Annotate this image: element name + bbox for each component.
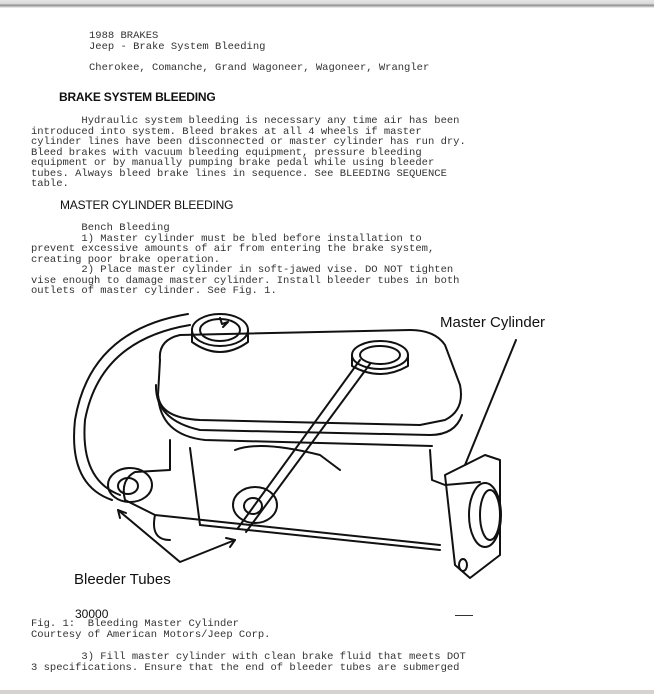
section2-paragraph (31, 223, 459, 297)
figure-credit: Courtesy of American Motors/Jeep Corp. (31, 629, 271, 641)
text-line: Bleed brakes with vacuum bleeding equipment, pressure bleeding (31, 146, 422, 159)
window-bottom-bar (0, 690, 654, 694)
label-master-cylinder: Master Cylinder (440, 314, 546, 331)
text-line: Bench Bleeding (31, 222, 170, 234)
text-line: cylinder lines have been disconnected or master cylinder has run dry. (31, 136, 466, 148)
doc-header-line2: Jeep - Brake System Bleeding (89, 41, 266, 53)
doc-models: Cherokee, Comanche, Grand Wagoneer, Wagoneer, Wrangler (89, 62, 430, 74)
window-top-bar (0, 0, 654, 8)
text-line: 1) Master cylinder must be bled before installation to (31, 232, 422, 245)
text-line: 3 specifications. Ensure that the end of bleeder tubes are submerged (31, 661, 460, 674)
label-bleeder-tubes: Bleeder Tubes (74, 571, 171, 588)
text-line: Hydraulic system bleeding is necessary any time air has been (31, 115, 460, 127)
text-line: 2) Place master cylinder in soft-jawed vise. DO NOT tighten (31, 264, 454, 276)
text-line: vise enough to damage master cylinder. Install bleeder tubes in both (31, 274, 460, 287)
master-cylinder-illustration (60, 300, 540, 600)
section3-paragraph (31, 652, 466, 673)
text-line: prevent excessive amounts of air from entering the brake system, (31, 243, 435, 255)
figure-dash (455, 615, 473, 616)
text-line: 3) Fill master cylinder with clean brake fluid that meets DOT (31, 651, 466, 663)
text-line: outlets of master cylinder. See Fig. 1. (31, 285, 277, 297)
figure-number: 30000 (75, 607, 109, 621)
text-line: creating poor brake operation. (31, 253, 221, 266)
section-title-brake-system-bleeding: BRAKE SYSTEM BLEEDING (59, 90, 216, 104)
text-line: table. (31, 178, 69, 190)
figure-caption: Fig. 1: Bleeding Master Cylinder (31, 618, 239, 630)
text-line: tubes. Always bleed brake lines in sequence. See BLEEDING SEQUENCE (31, 167, 447, 180)
text-line: introduced into system. Bleed brakes at all 4 wheels if master (31, 125, 422, 138)
section1-paragraph (31, 116, 466, 190)
text-line: equipment or by manually pumping brake pedal while using bleeder (31, 157, 435, 169)
doc-header-line1: 1988 BRAKES (89, 30, 159, 42)
section-title-master-cylinder-bleeding: MASTER CYLINDER BLEEDING (60, 198, 234, 212)
